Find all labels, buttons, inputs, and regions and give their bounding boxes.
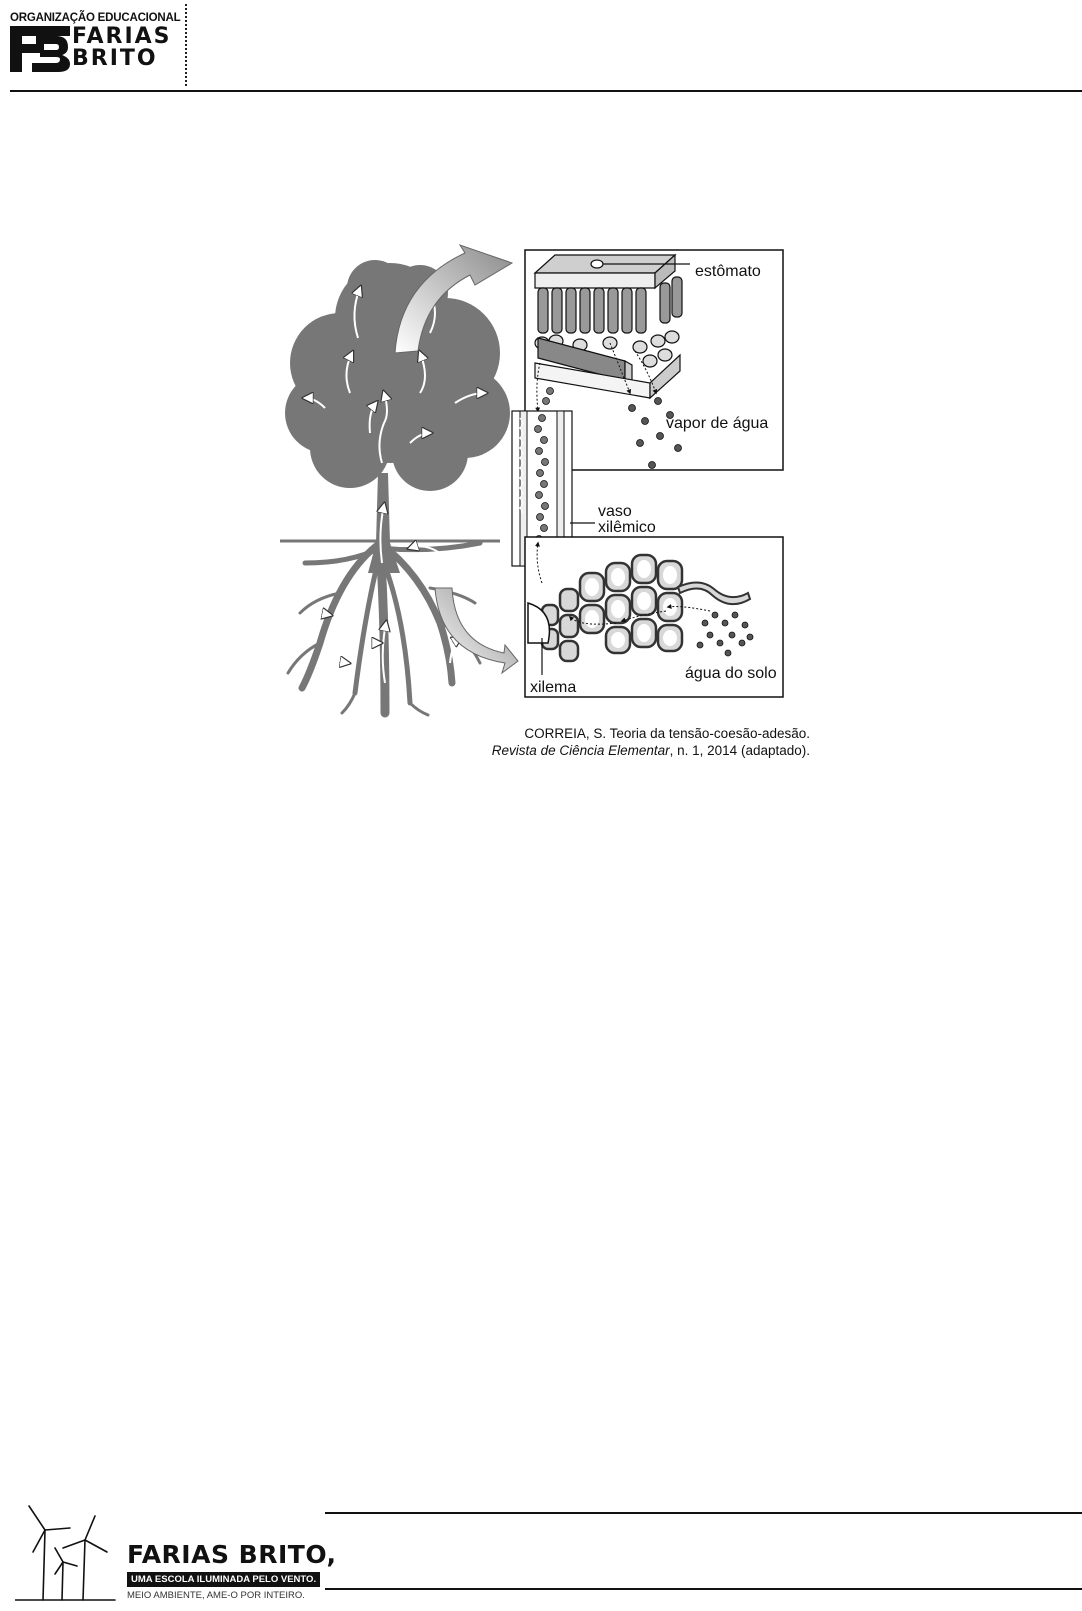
logo-word-brito: BRITO bbox=[72, 46, 158, 71]
footer-slogan: UMA ESCOLA ILUMINADA PELO VENTO. bbox=[127, 1572, 320, 1587]
citation-journal: Revista de Ciência Elementar bbox=[491, 743, 670, 758]
label-estomato: estômato bbox=[695, 263, 761, 280]
footer-subtitle: MEIO AMBIENTE, AME-O POR INTEIRO. bbox=[127, 1590, 305, 1601]
label-vaso: vaso bbox=[598, 503, 632, 520]
footer-brand: FARIAS BRITO, bbox=[127, 1540, 337, 1569]
label-vapor-de-agua: vapor de água bbox=[666, 415, 769, 432]
wind-turbines-icon bbox=[15, 1500, 120, 1605]
figure-illustration bbox=[280, 243, 810, 723]
transpiration-figure bbox=[280, 243, 810, 773]
footer-rule-top bbox=[325, 1512, 1082, 1514]
footer-logo bbox=[15, 1500, 335, 1605]
label-xilema: xilema bbox=[530, 679, 577, 696]
fb-monogram-icon bbox=[10, 26, 70, 72]
citation-line-1: CORREIA, S. Teoria da tensão-coesão-adesão. bbox=[524, 726, 810, 741]
footer-rule-bottom bbox=[325, 1588, 1082, 1590]
logo-word-farias: FARIAS bbox=[72, 24, 172, 49]
tree-canopy bbox=[285, 260, 510, 491]
header-rule bbox=[10, 90, 1082, 92]
header-separator bbox=[185, 4, 187, 86]
stomata-icon bbox=[591, 260, 603, 268]
citation-line-2 bbox=[492, 742, 810, 759]
citation-details: , n. 1, 2014 (adaptado). bbox=[669, 743, 810, 758]
org-label: ORGANIZAÇÃO EDUCACIONAL bbox=[10, 12, 181, 24]
label-agua-do-solo: água do solo bbox=[685, 665, 777, 682]
figure-citation bbox=[492, 725, 810, 759]
label-xilemico: xilêmico bbox=[598, 519, 656, 536]
header-logo bbox=[10, 12, 181, 74]
